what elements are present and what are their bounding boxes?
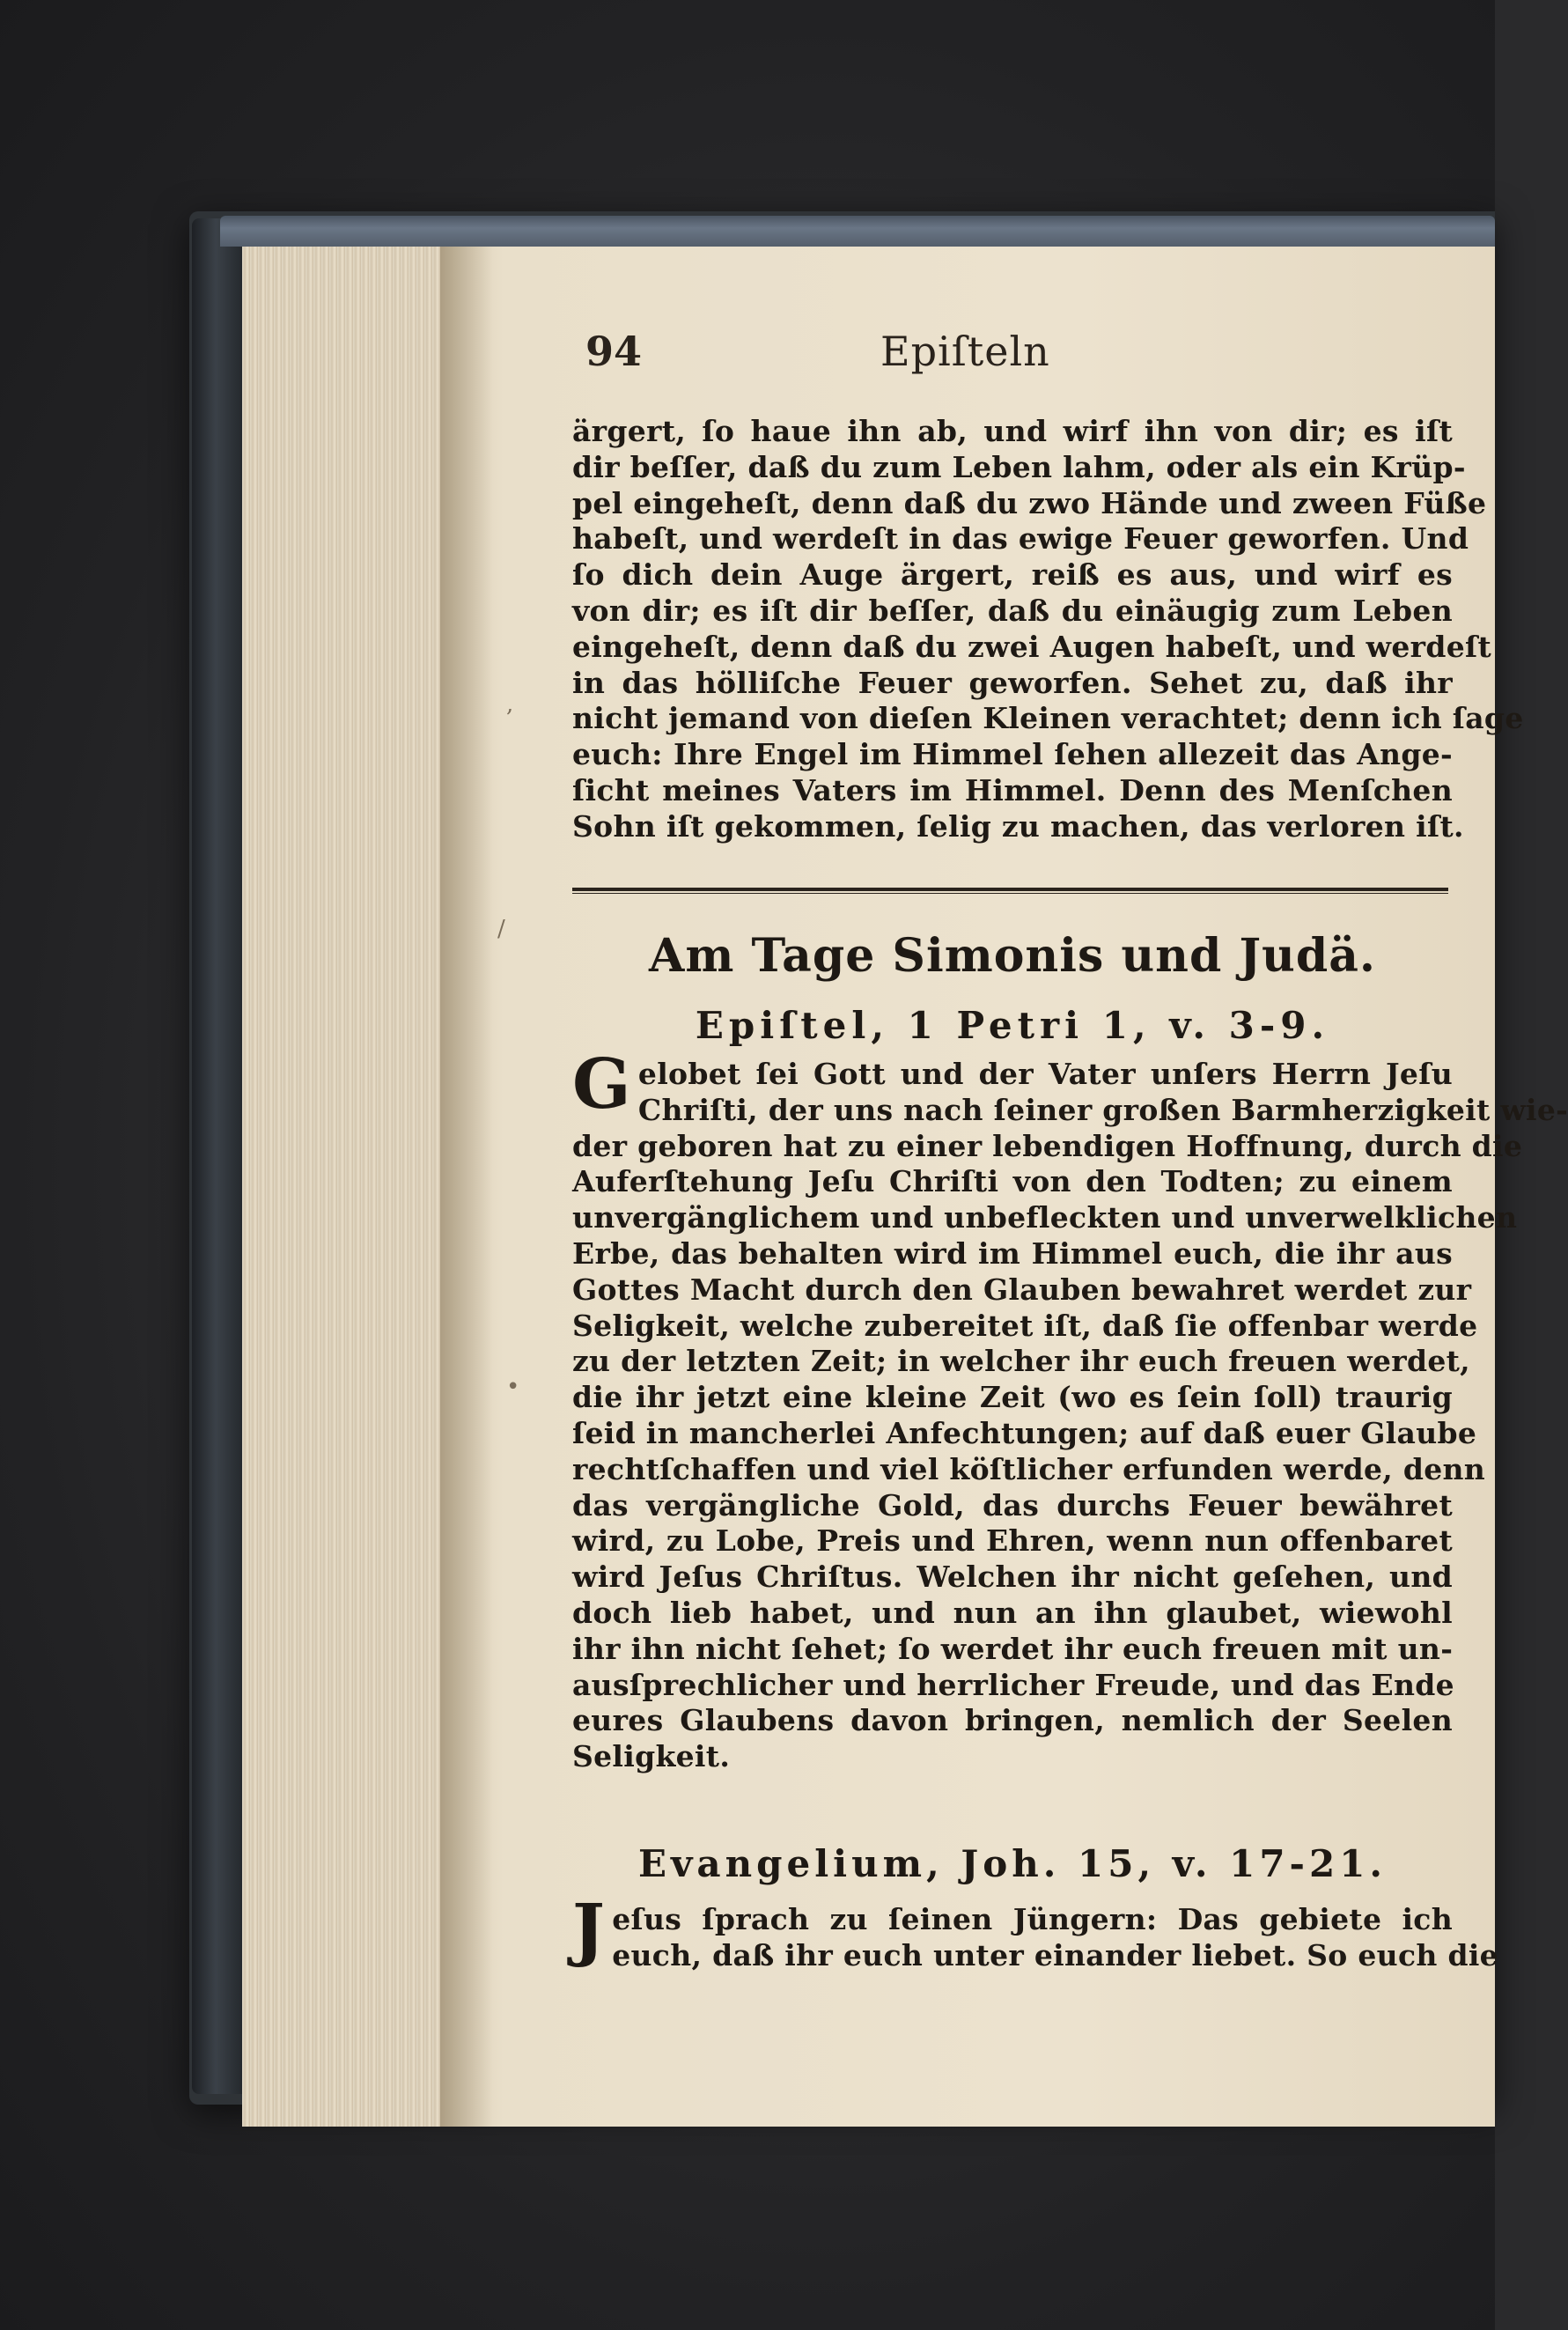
dropcap: J xyxy=(572,1890,606,1970)
opening-paragraph xyxy=(572,414,1524,845)
book-top-edge xyxy=(220,216,1495,247)
text-line: ihr ihn nicht ſehet; ſo werdet ihr euch freuen mit un- xyxy=(572,1631,1454,1666)
section-title: Am Tage Simonis und Judä. xyxy=(648,929,1377,983)
text-line: Chriſti, der uns nach ſeiner großen Barmherzigkeit wie- xyxy=(637,1092,1568,1127)
gospel-text xyxy=(572,1890,1498,1974)
first-line-text: eſus ſprach zu ſeinen Jüngern: Das gebiete ich xyxy=(612,1902,1453,1936)
text-line: die ihr jetzt eine kleine Zeit (wo es ſein ſoll) traurig xyxy=(572,1380,1453,1415)
text-line: pel eingeheſt, denn daß du zwo Hände und zween Füße xyxy=(572,485,1487,520)
text-line: zu der letzten Zeit; in welcher ihr euch freuen werdet, xyxy=(572,1344,1470,1379)
page-number: 94 xyxy=(585,328,643,375)
text-line: nicht jemand von dieſen Kleinen verachtet; denn ich ſage xyxy=(572,701,1524,736)
text-line: doch lieb habet, und nun an ihn glaubet, wiewohl xyxy=(572,1595,1453,1630)
text-line: Auferſtehung Jeſu Chriſti von den Todten; zu einem xyxy=(572,1164,1453,1199)
text-line: wird, zu Lobe, Preis und Ehren, wenn nun offenbaret xyxy=(572,1523,1453,1559)
gutter-shadow xyxy=(440,247,493,2127)
text-line: ſo dich dein Auge ärgert, reiß es aus, und wirf es xyxy=(572,557,1453,593)
running-title: Epiſteln xyxy=(880,328,1050,375)
text-line: ausſprechlicher und herrlicher Freude, und das Ende xyxy=(572,1667,1454,1702)
epistle-text xyxy=(572,1044,1568,1775)
book-spine xyxy=(192,218,245,2094)
text-line: eingeheſt, denn daß du zwei Augen habeſt, und werdeſt xyxy=(572,629,1492,664)
first-line-text: elobet ſei Gott und der Vater unſers Herrn Jeſu xyxy=(637,1057,1453,1091)
text-line: von dir; es iſt dir beſſer, daß du einäugig zum Leben xyxy=(572,593,1453,628)
text-line: das vergängliche Gold, das durchs Feuer bewähret xyxy=(572,1487,1453,1523)
text-line: unvergänglichem und unbefleckten und unverwelklichen xyxy=(572,1200,1518,1235)
section-divider xyxy=(572,888,1448,894)
text-line: habeſt, und werdeſt in das ewige Feuer geworfen. Und xyxy=(572,521,1469,557)
dropcap: G xyxy=(572,1044,631,1124)
text-line: ſeid in mancherlei Anfechtungen; auf daß euer Glaube xyxy=(572,1415,1477,1450)
gospel-heading: Evangelium, Joh. 15, v. 17-21. xyxy=(637,1842,1388,1885)
text-line: dir beſſer, daß du zum Leben lahm, oder als ein Krüp- xyxy=(572,449,1466,484)
page-edges xyxy=(242,247,442,2127)
text-line: Seligkeit. xyxy=(572,1739,731,1774)
text-line: in das hölliſche Feuer geworfen. Sehet zu, daß ihr xyxy=(572,665,1453,700)
text-line: euch: Ihre Engel im Himmel ſehen allezeit das Ange- xyxy=(572,737,1453,772)
page-header xyxy=(572,328,1453,389)
margin-marks: , / • xyxy=(497,691,520,1400)
text-line: eures Glaubens davon bringen, nemlich der Seelen xyxy=(572,1703,1453,1738)
text-line: ſicht meines Vaters im Himmel. Denn des Menſchen xyxy=(572,772,1453,807)
text-line: Seligkeit, welche zubereitet iſt, daß ſie offenbar werde xyxy=(572,1308,1478,1343)
text-line: Gottes Macht durch den Glauben bewahret werdet zur xyxy=(572,1272,1472,1307)
text-line: Sohn iſt gekommen, ſelig zu machen, das verloren iſt. xyxy=(572,808,1464,844)
text-line: euch, daß ihr euch unter einander liebet. So euch die xyxy=(612,1937,1498,1972)
text-line: der geboren hat zu einer lebendigen Hoffnung, durch die xyxy=(572,1128,1523,1163)
text-line: ärgert, ſo haue ihn ab, und wirf ihn von dir; es iſt xyxy=(572,414,1453,448)
epistle-heading: Epiſtel, 1 Petri 1, v. 3-9. xyxy=(695,1004,1330,1047)
book-page xyxy=(440,247,1568,2127)
text-line: rechtſchaffen und viel köſtlicher erfunden werde, denn xyxy=(572,1451,1486,1486)
text-line: wird Jeſus Chriſtus. Welchen ihr nicht geſehen, und xyxy=(572,1559,1453,1595)
text-line: Erbe, das behalten wird im Himmel euch, die ihr aus xyxy=(572,1235,1453,1271)
